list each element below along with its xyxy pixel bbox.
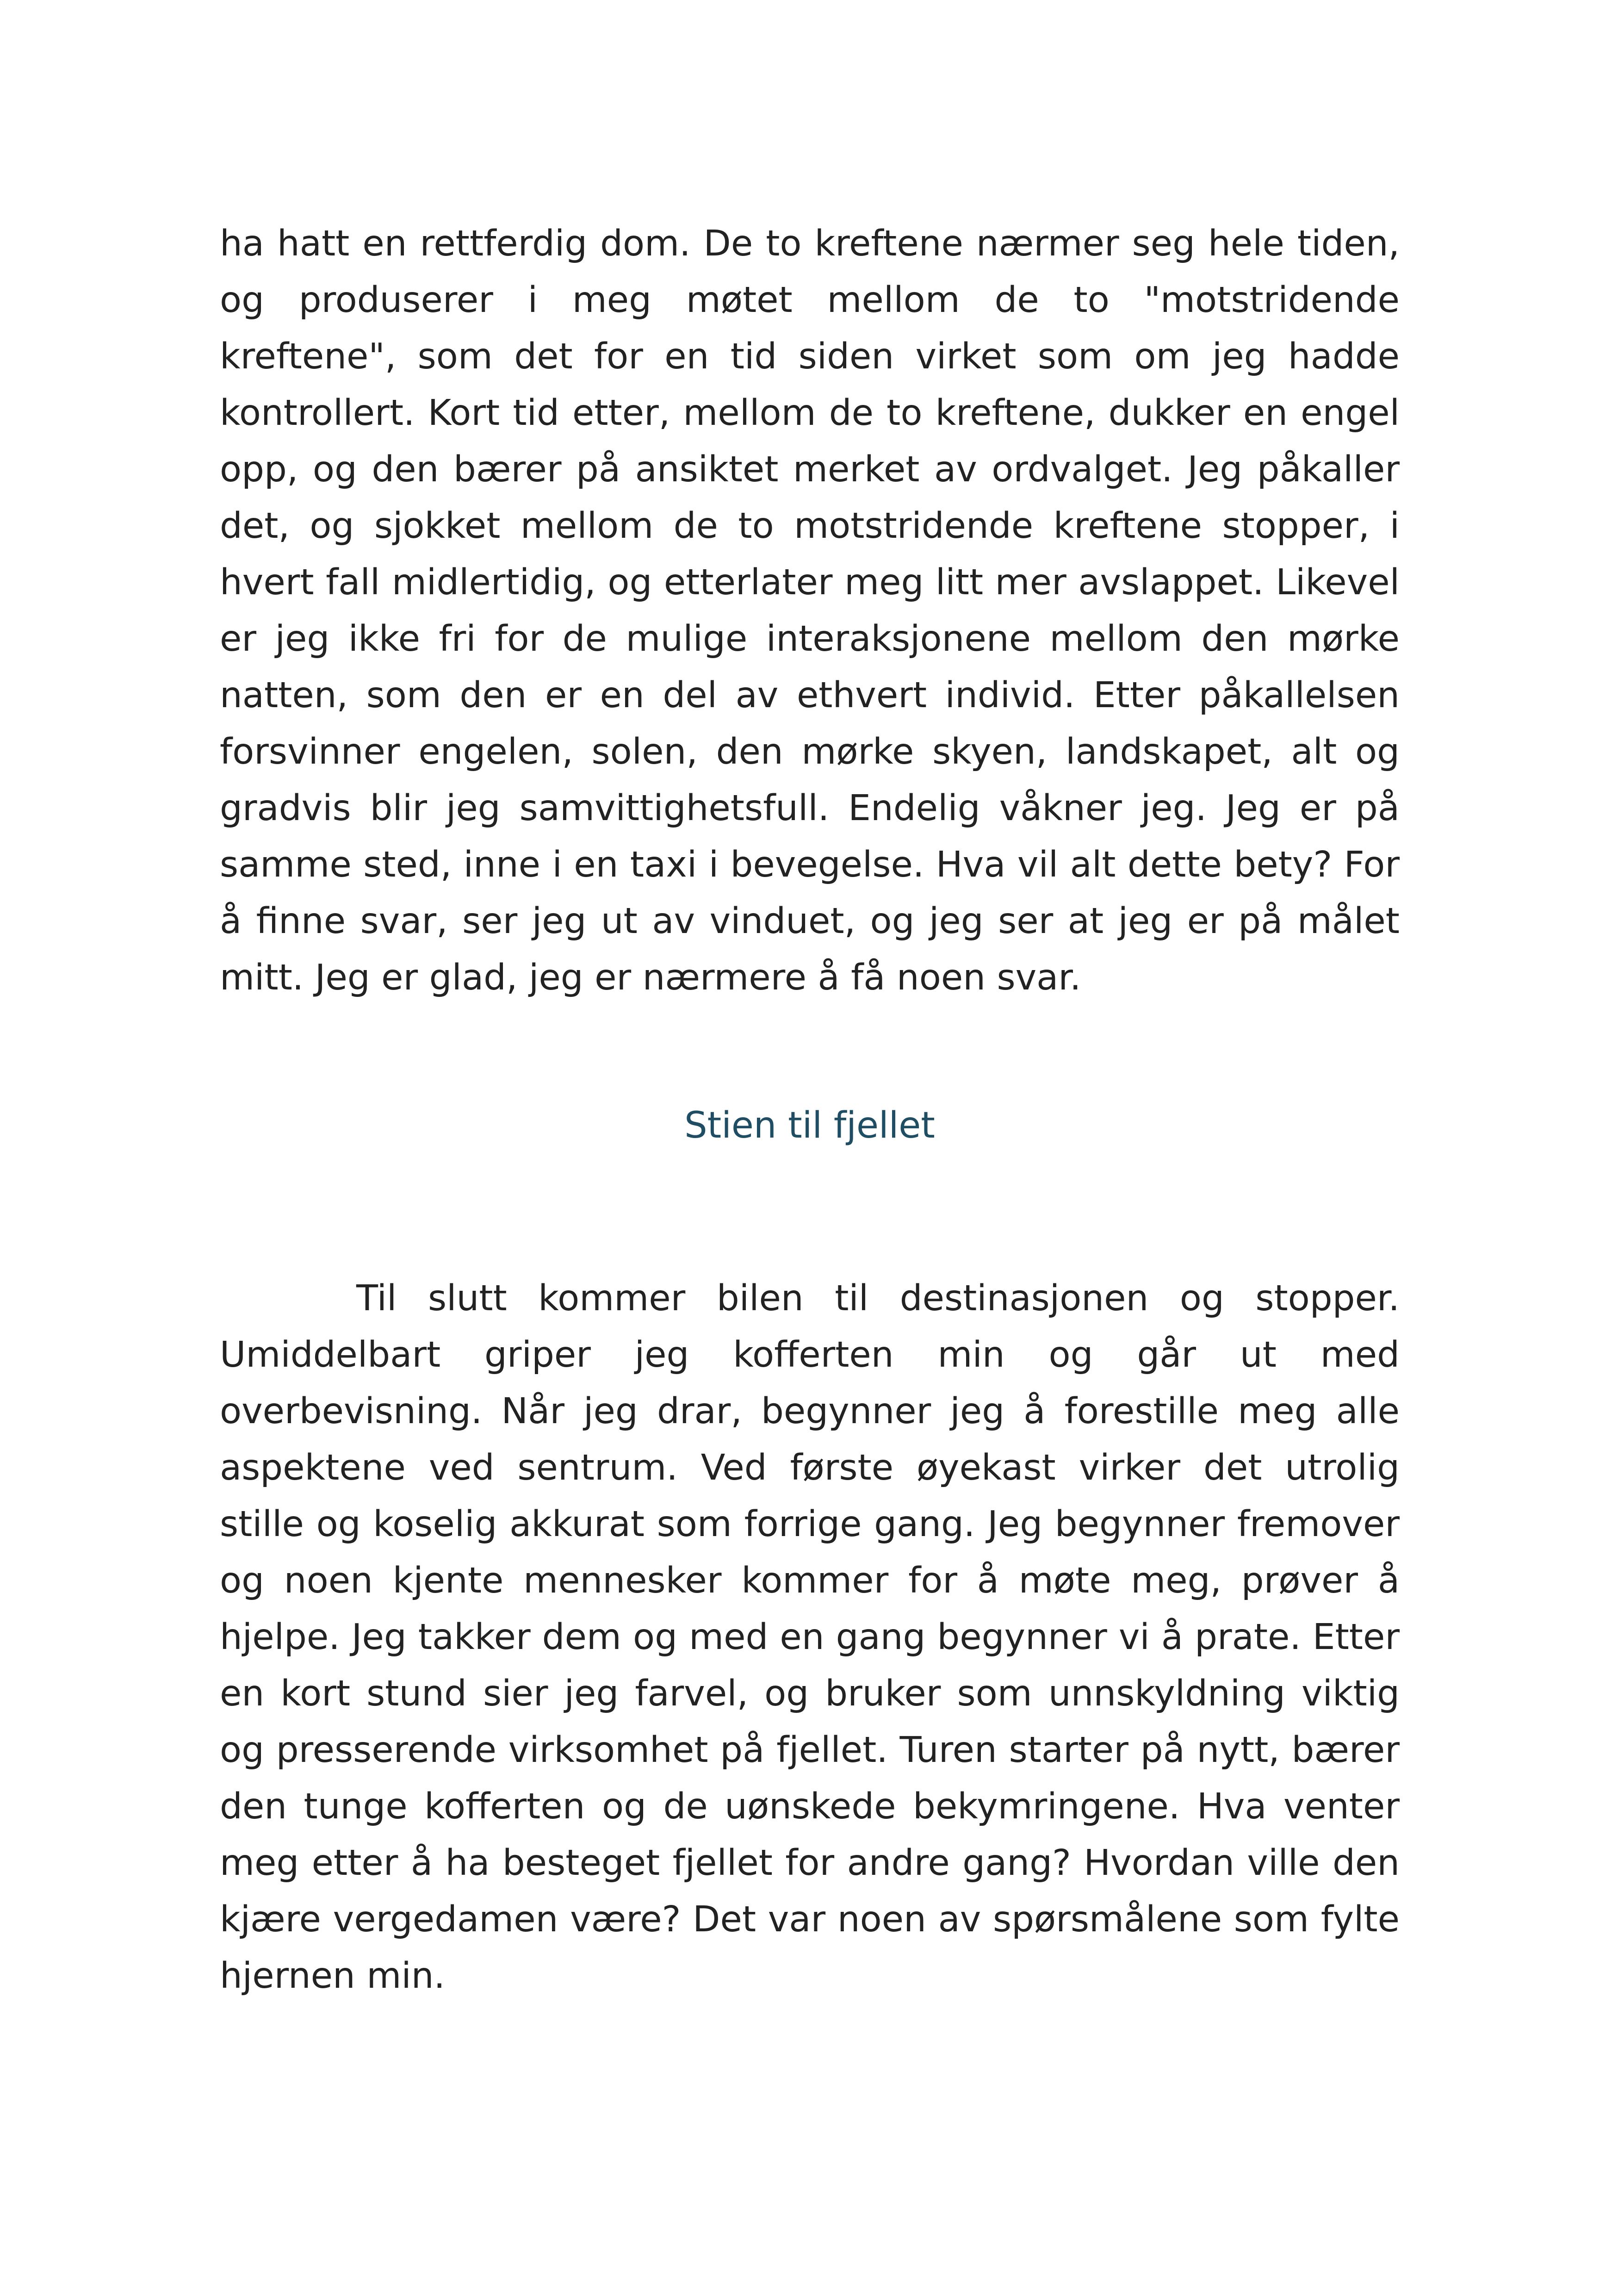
- body-paragraph: ha hatt en rettferdig dom. De to kreftene nærmer seg hele tiden, og produserer i meg møtet mellom de to "motstridende kreftene", som det for en tid siden virket som om jeg hadde kontrollert. Kort tid etter, mellom de to kreftene, dukker en engel opp, og den bærer på ansiktet merket av ordvalget. Jeg påkaller det, og sjokket mellom de to motstridende kreftene stopper, i hvert fall midlertidig, og etterlater meg litt mer avslappet. Likevel er jeg ikke fri for de mulige interaksjonene mellom den mørke natten, som den er en del av ethvert individ. Etter påkallelsen forsvinner engelen, solen, den mørke skyen, landskapet, alt og gradvis blir jeg samvittighetsfull. Endelig våkner jeg. Jeg er på samme sted, inne i en taxi i bevegelse. Hva vil alt dette bety? For å finne svar, ser jeg ut av vinduet, og jeg ser at jeg er på målet mitt. Jeg er glad, jeg er nærmere å få noen svar.: [220, 223, 1400, 998]
- section-heading: Stien til fjellet: [684, 1105, 935, 1146]
- body-paragraph: Til slutt kommer bilen til destinasjonen og stopper. Umiddelbart griper jeg kofferten min og går ut med overbevisning. Når jeg drar, begynner jeg å forestille meg alle aspektene ved sentrum. Ved første øyekast virker det utrolig stille og koselig akkurat som forrige gang. Jeg begynner fremover og noen kjente mennesker kommer for å møte meg, prøver å hjelpe. Jeg takker dem og med en gang begynner vi å prate. Etter en kort stund sier jeg farvel, og bruker som unnskyldning viktig og presserende virksomhet på fjellet. Turen starter på nytt, bærer den tunge kofferten og de uønskede bekymringene. Hva venter meg etter å ha besteget fjellet for andre gang? Hvordan ville den kjære vergedamen være? Det var noen av spørsmålene som fylte hjernen min.: [220, 1278, 1400, 1997]
